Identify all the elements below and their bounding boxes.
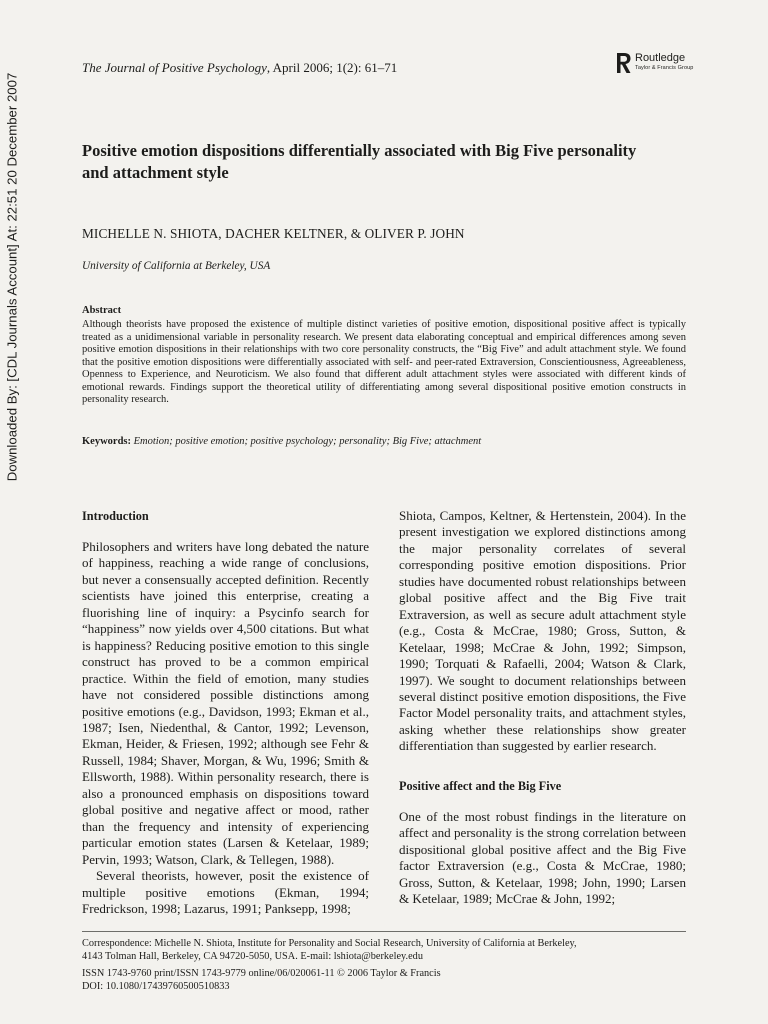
publisher-name: Routledge <box>635 52 686 64</box>
correspondence-line-1: Correspondence: Michelle N. Shiota, Institute for Personality and Social Research, University of California at Berkeley, <box>82 938 577 949</box>
journal-name: The Journal of Positive Psychology <box>82 60 267 75</box>
body-column-right <box>399 508 686 908</box>
correspondence-line-2: 4143 Tolman Hall, Berkeley, CA 94720-5050, USA. E-mail: lshiota@berkeley.edu <box>82 951 423 962</box>
keywords <box>82 436 686 447</box>
affiliation: University of California at Berkeley, USA <box>82 260 271 272</box>
download-watermark <box>4 62 20 492</box>
issn-line: ISSN 1743-9760 print/ISSN 1743-9779 online/06/020061-11 © 2006 Taylor & Francis <box>82 968 441 979</box>
keywords-label: Keywords: <box>82 436 131 447</box>
publisher-logo <box>615 52 693 76</box>
abstract-heading: Abstract <box>82 305 122 316</box>
paper-title: Positive emotion dispositions differentially associated with Big Five personality and attachment style <box>82 141 637 182</box>
journal-issue: , April 2006; 1(2): 61–71 <box>266 60 398 75</box>
keywords-list: Emotion; positive emotion; positive psychology; personality; Big Five; attachment <box>133 436 482 447</box>
section-heading-big-five: Positive affect and the Big Five <box>399 778 562 793</box>
body-paragraph: Several theorists, however, posit the existence of multiple positive emotions (Ekman, 1994; Fredrickson, 1998; Lazarus, 1991; Panksepp, 1998; <box>82 868 369 916</box>
download-watermark-text: Downloaded By: [CDL Journals Account] At: 22:51 20 December 2007 <box>4 72 20 482</box>
publisher-group: Taylor & Francis Group <box>635 65 694 71</box>
publisher-wordmark <box>635 52 693 72</box>
body-column-left <box>82 508 369 917</box>
author-list: MICHELLE N. SHIOTA, DACHER KELTNER, & OLIVER P. JOHN <box>82 226 465 241</box>
body-paragraph: One of the most robust findings in the literature on affect and personality is the strong correlation between dispositional global positive affect and the Big Five factor Extraversion (e.g., Costa & McCrae, 1980; Gross, Sutton, & Ketelaar, 1998; John, 1990; Larsen & Ketelaar, 1989; McCrae & John, 1992; <box>399 808 686 907</box>
journal-citation <box>82 60 397 76</box>
footnote-divider <box>82 931 686 932</box>
abstract-text: Although theorists have proposed the existence of multiple distinct varieties of positive emotion, dispositional positive affect is typically treated as a unidimensional variable in personality research. We present data elaborating conceptual and empirical differences among seven positive emotion dispositions in their relationships with two core personality constructs, the “Big Five” and adult attachment style. We found that the positive emotion dispositions were differentially associated with self- and peer-rated Extraversion, Conscientiousness, Agreeableness, Openness to Experience, and Neuroticism. We also found that different adult attachment styles were associated with different kinds of emotional rewards. Findings support the theoretical utility of differentiating among several dispositional positive emotion constructs in personality research. <box>82 319 686 405</box>
routledge-r-icon <box>615 52 632 74</box>
body-paragraph: Shiota, Campos, Keltner, & Hertenstein, 2004). In the present investigation we explored distinctions among the major personality correlates of several corresponding positive emotion dispositions. Prior studies have documented robust relationships between global positive affect and the Big Five trait Extraversion, as well as secure adult attachment style (e.g., Costa & McCrae, 1980; Gross, Sutton, & Ketelaar, 1998; McCrae & John, 1992; Simpson, 1990; Torquati & Rafaelli, 2004; Watson & Clark, 1997). We sought to document relationships between several distinct positive emotion dispositions, the Five Factor Model personality traits, and attachment styles, asking whether these relationships show greater differentiation than suggested by earlier research. <box>399 508 686 754</box>
footnotes <box>82 937 686 993</box>
section-heading-introduction: Introduction <box>82 509 149 523</box>
body-paragraph: Philosophers and writers have long debated the nature of happiness, reaching a wide range of conclusions, but never a consensually accepted definition. Recently scientists have joined this enterprise, creating a fluorishing line of inquiry: a Psycinfo search for “happiness” now yields over 4,500 citations. But what is happiness? Reducing positive emotion to this single construct has proved to be a common empirical practice. Within the field of emotion, many studies have not considered possible distinctions among positive emotions (e.g., Davidson, 1993; Ekman et al., 1987; Isen, Niedenthal, & Cantor, 1992; Levenson, Ekman, Heider, & Friesen, 1992; although see Fehr & Russell, 1984; Shaver, Morgan, & Wu, 1996; Smith & Ellsworth, 1988). Within personality research, there is also a pronounced emphasis on dispositions toward global positive and negative affect or mood, rather than the frequency and intensity of experiencing particular emotion states (Larsen & Ketelaar, 1989; Pervin, 1993; Watson, Clark, & Tellegen, 1988). <box>82 539 369 867</box>
doi-line: DOI: 10.1080/17439760500510833 <box>82 981 230 992</box>
